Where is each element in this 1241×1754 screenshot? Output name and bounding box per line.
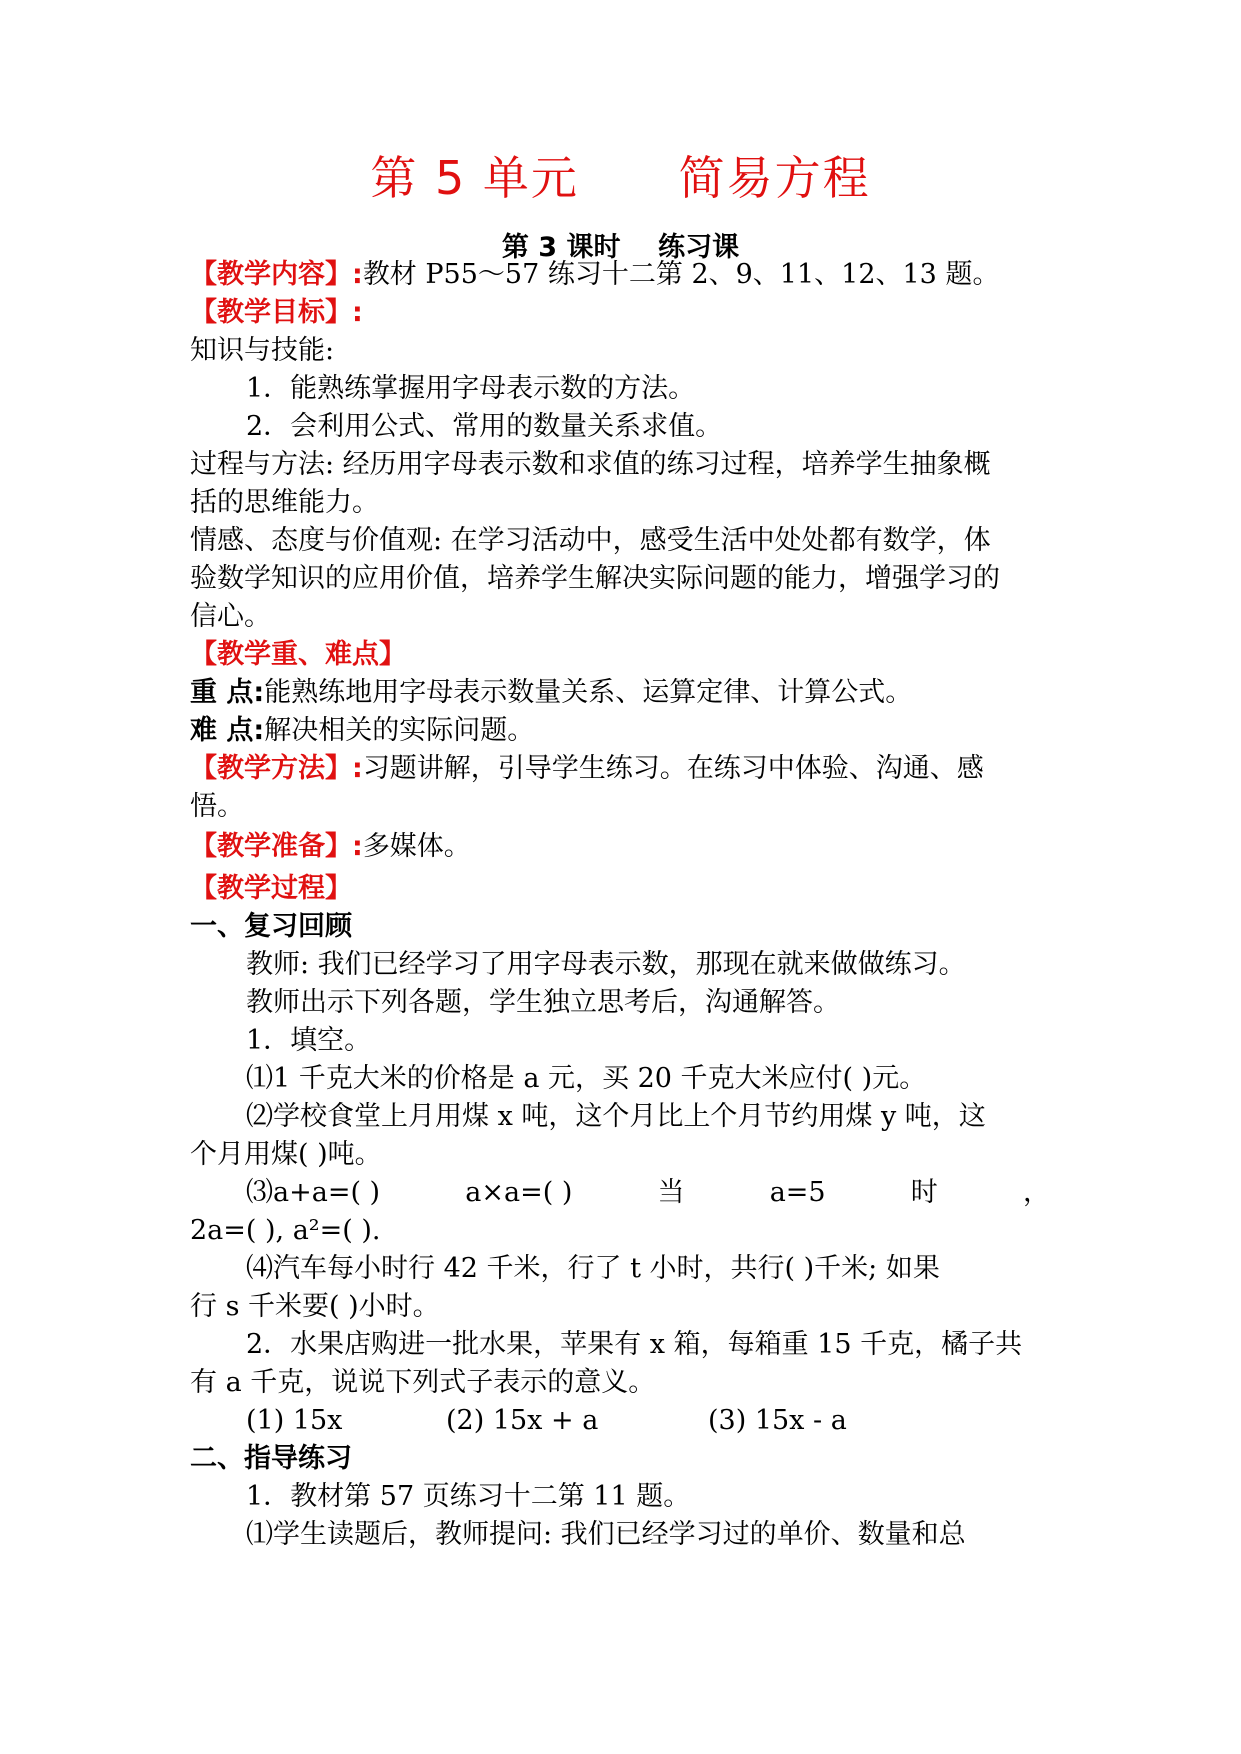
key-point-line: [190, 674, 1050, 711]
knowledge-label: 知识与技能:: [190, 335, 335, 366]
process-goal-line-2: 括的思维能力。: [190, 487, 379, 518]
q1-3-part: ⑶a+a=( ): [246, 1177, 381, 1208]
q1-3-part: ，: [1022, 1177, 1050, 1208]
expression-item: (3) 15x - a: [708, 1405, 847, 1436]
prep-line: [190, 828, 1050, 865]
question-2-line-1: 2．水果店购进一批水果，苹果有 x 箱，每箱重 15 千克，橘子共: [246, 1329, 1023, 1360]
content-line: [190, 256, 1050, 293]
method-line-2: 悟。: [190, 791, 244, 822]
question-1-heading: 1．填空。: [246, 1025, 372, 1056]
question-1-3-line-1: [246, 1174, 1050, 1211]
q1-3-part: 时: [910, 1177, 938, 1208]
question-1-1: ⑴1 千克大米的价格是 a 元，买 20 千克大米应付( )元。: [246, 1063, 927, 1094]
process-goal-line-1: 过程与方法: 经历用字母表示数和求值的练习过程，培养学生抽象概: [190, 449, 991, 480]
goal-item-1: 1．能熟练掌握用字母表示数的方法。: [246, 373, 696, 404]
prep-label: 【教学准备】:: [190, 831, 363, 862]
emotion-goal-line-2: 验数学知识的应用价值，培养学生解决实际问题的能力，增强学习的: [190, 563, 1000, 594]
expression-item: (1) 15x: [246, 1405, 343, 1436]
method-label: 【教学方法】:: [190, 753, 363, 784]
q1-3-part: a=5: [769, 1177, 826, 1208]
content-label: 【教学内容】:: [190, 259, 363, 290]
key-point-text: 能熟练地用字母表示数量关系、运算定律、计算公式。: [264, 677, 913, 708]
prep-text: 多媒体。: [362, 831, 471, 862]
key-point-label: 重 点:: [190, 677, 265, 708]
question-2-expressions: [246, 1402, 1050, 1439]
question-1-4-line-2: 行 s 千米要( )小时。: [190, 1291, 440, 1322]
review-paragraph-1: 教师: 我们已经学习了用字母表示数，那现在就来做做练习。: [246, 949, 966, 980]
section-guided-practice-heading: 二、指导练习: [190, 1443, 352, 1474]
hard-point-label: 难 点:: [190, 715, 265, 746]
lesson-subtitle: 第 3 课时 练习课: [501, 232, 740, 263]
question-1-2-line-1: ⑵学校食堂上月用煤 x 吨，这个月比上个月节约用煤 y 吨，这: [246, 1101, 986, 1132]
question-1-2-line-2: 个月用煤( )吨。: [190, 1139, 382, 1170]
guided-paragraph-2: ⑴学生读题后，教师提问: 我们已经学习过的单价、数量和总: [246, 1519, 966, 1550]
question-1-3-line-2: 2a=( ), a²=( ).: [190, 1215, 381, 1246]
q1-3-part: a×a=( ): [465, 1177, 573, 1208]
method-line-1: [190, 750, 1050, 787]
goal-item-2: 2．会利用公式、常用的数量关系求值。: [246, 411, 723, 442]
expression-item: (2) 15x + a: [446, 1405, 599, 1436]
method-text: 习题讲解，引导学生练习。在练习中体验、沟通、感: [362, 753, 984, 784]
hard-point-text: 解决相关的实际问题。: [264, 715, 535, 746]
keypoints-label: 【教学重、难点】: [190, 639, 406, 670]
unit-title: 第 5 单元 简易方程: [370, 151, 871, 205]
q1-3-part: 当: [657, 1177, 685, 1208]
emotion-goal-line-3: 信心。: [190, 601, 271, 632]
hard-point-line: [190, 712, 1050, 749]
goals-label: 【教学目标】:: [190, 297, 363, 328]
emotion-goal-line-1: 情感、态度与价值观: 在学习活动中，感受生活中处处都有数学，体: [190, 525, 991, 556]
review-paragraph-2: 教师出示下列各题，学生独立思考后，沟通解答。: [246, 987, 840, 1018]
guided-paragraph-1: 1．教材第 57 页练习十二第 11 题。: [246, 1481, 691, 1512]
content-text: 教材 P55～57 练习十二第 2、9、11、12、13 题。: [362, 259, 1000, 290]
question-1-4-line-1: ⑷汽车每小时行 42 千米，行了 t 小时，共行( )千米; 如果: [246, 1253, 940, 1284]
process-label: 【教学过程】: [190, 873, 352, 904]
question-2-line-2: 有 a 千克，说说下列式子表示的意义。: [190, 1367, 656, 1398]
section-review-heading: 一、复习回顾: [190, 911, 352, 942]
